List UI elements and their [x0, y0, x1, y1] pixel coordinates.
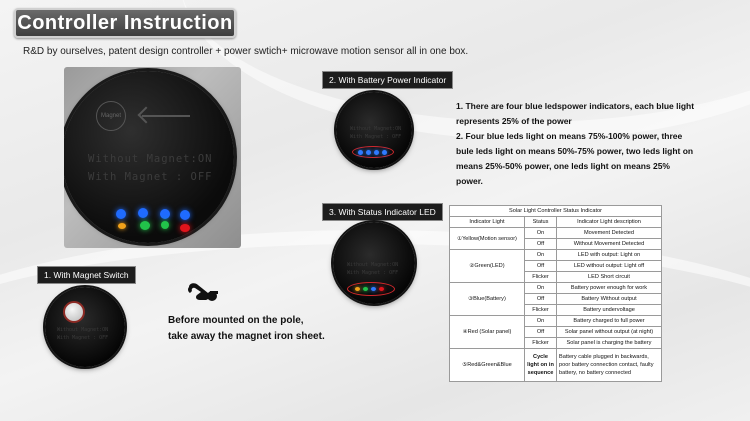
status-led-label: 3. With Status Indicator LED: [322, 203, 443, 221]
status-cell: Cycle light on in sequence: [525, 349, 557, 382]
page-subtitle: R&D by ourselves, patent design controller + power swtich+ microwave motion sensor all in one box.: [23, 46, 469, 57]
led-blue: [374, 150, 379, 155]
desc-cell: Battery undervoltage: [557, 305, 662, 316]
desc-cell: Battery Without output: [557, 294, 662, 305]
desc-cell: Battery power enough for work: [557, 283, 662, 294]
arrow-left-icon: [142, 115, 190, 117]
desc-cell: LED with output: Light on: [557, 250, 662, 261]
status-cell: Flicker: [525, 338, 557, 349]
desc-cell: LED Short circuit: [557, 272, 662, 283]
status-cell: On: [525, 250, 557, 261]
status-cell: Off: [525, 294, 557, 305]
engrave-line-2: With Magnet : OFF: [88, 171, 213, 183]
lens-engrave: With Magnet : OFF: [57, 335, 109, 341]
desc-cell: LED without output: Light off: [557, 261, 662, 272]
battery-indicator-lens: [336, 92, 412, 168]
status-cell: Flicker: [525, 272, 557, 283]
mounting-note: [168, 313, 325, 345]
led-green: [140, 221, 150, 230]
lens-engrave: Without Magnet:ON: [350, 126, 402, 132]
lens-engrave: Without Magnet:ON: [347, 262, 399, 268]
led-red: [379, 287, 384, 291]
led-red: [180, 224, 190, 232]
led-blue: [116, 209, 126, 219]
table-header: Indicator Light description: [557, 217, 662, 228]
magnet-logo-text: Magnet: [100, 113, 121, 119]
status-cell: On: [525, 283, 557, 294]
controller-photo: [64, 67, 241, 248]
desc-cell: Without Movement Detected: [557, 239, 662, 250]
led-blue: [382, 150, 387, 155]
mounting-note-line-2: take away the magnet iron sheet.: [168, 331, 325, 342]
led-blue: [371, 287, 376, 291]
magnet-switch-lens: [45, 287, 125, 367]
led-blue: [160, 209, 170, 219]
desc-cell: Battery charged to full power: [557, 316, 662, 327]
led-green: [161, 221, 169, 229]
desc-cell: Movement Detected: [557, 228, 662, 239]
lens-engrave: With Magnet : OFF: [350, 134, 402, 140]
magnet-switch-label: 1. With Magnet Switch: [37, 266, 136, 284]
battery-indicator-label: 2. With Battery Power Indicator: [322, 71, 453, 89]
status-cell: Off: [525, 239, 557, 250]
table-header: Indicator Light: [450, 217, 525, 228]
indicator-cell: ⑤Red&Green&Blue: [450, 349, 525, 382]
controller-lens: [64, 71, 234, 243]
battery-info: [456, 99, 696, 189]
engrave-line-1: Without Magnet:ON: [88, 153, 213, 165]
led-blue: [358, 150, 363, 155]
led-yellow: [118, 223, 126, 229]
battery-info-line-2: 2. Four blue leds light on means 75%-100% power, three bule leds light on means 50%-75% power, two leds light on means 25%-50% power, one leds light on means 25% power.: [456, 131, 694, 186]
battery-info-line-1: 1. There are four blue ledspower indicators, each blue light represents 25% of the power: [456, 101, 695, 126]
table-caption: Solar Light Controller Status Indicator: [450, 206, 662, 217]
status-cell: Off: [525, 261, 557, 272]
status-cell: Flicker: [525, 305, 557, 316]
led-green: [363, 287, 368, 291]
status-led-lens: [333, 222, 415, 304]
desc-cell: Battery cable plugged in backwards, poor battery connection contact, faulty battery, no battery connected: [557, 349, 662, 382]
desc-cell: Solar panel without output (at night): [557, 327, 662, 338]
lens-engrave: Without Magnet:ON: [57, 327, 109, 333]
led-blue: [180, 210, 190, 220]
magnet-logo: [96, 101, 126, 131]
magnet-button: [63, 301, 85, 323]
desc-cell: Solar panel is charging the battery: [557, 338, 662, 349]
led-blue: [366, 150, 371, 155]
status-indicator-table: [449, 205, 662, 382]
indicator-cell: ①Yellow(Motion sensor): [450, 228, 525, 250]
led-blue: [138, 208, 148, 218]
status-cell: Off: [525, 327, 557, 338]
table-header: Status: [525, 217, 557, 228]
indicator-cell: ③Blue(Battery): [450, 283, 525, 316]
mounting-note-line-1: Before mounted on the pole,: [168, 315, 304, 326]
page-title: Controller Instruction: [14, 8, 236, 38]
led-yellow: [355, 287, 360, 291]
indicator-cell: ②Green(LED): [450, 250, 525, 283]
status-cell: On: [525, 316, 557, 327]
indicator-cell: ④Red (Solar panel): [450, 316, 525, 349]
lens-engrave: With Magnet : OFF: [347, 270, 399, 276]
status-cell: On: [525, 228, 557, 239]
magnet-sheet-icon: [186, 281, 220, 303]
